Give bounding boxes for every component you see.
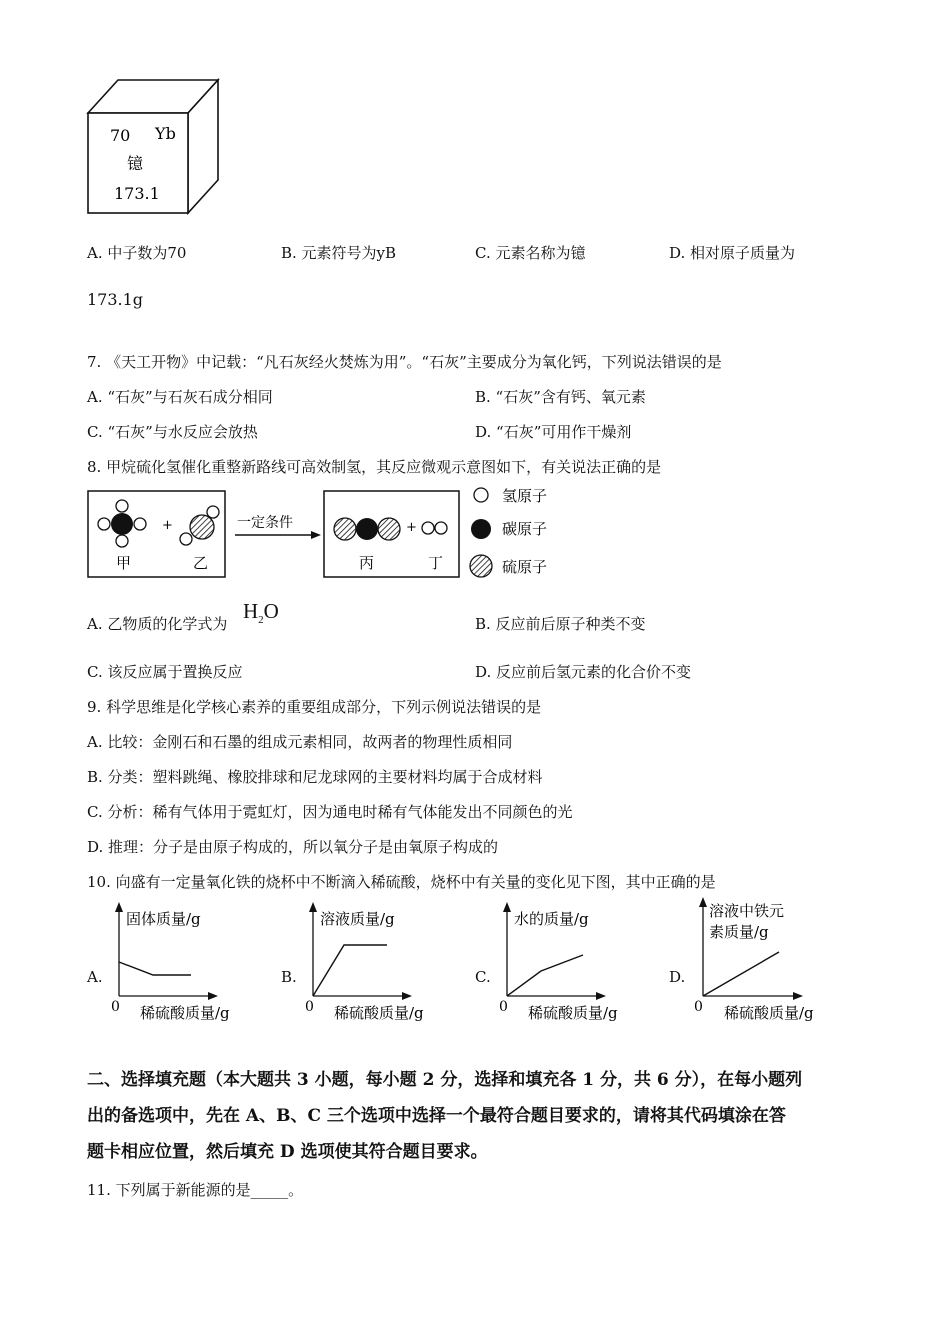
label-bing: 丙 — [359, 554, 375, 572]
q7-option-b[interactable]: B. “石灰”含有钙、氧元素 — [475, 388, 646, 406]
q9-option-a[interactable]: A. 比较：金刚石和石墨的组成元素相同，故两者的物理性质相同 — [87, 733, 513, 751]
graph-b-option[interactable]: B. — [281, 968, 297, 986]
carbon-atom — [111, 513, 133, 535]
q7-option-a[interactable]: A. “石灰”与石灰石成分相同 — [87, 388, 273, 406]
graph-c-origin: 0 — [499, 999, 508, 1015]
svg-text:+: + — [406, 520, 417, 535]
graph-c-xlabel: 稀硫酸质量/g — [528, 1004, 618, 1022]
q9-option-d[interactable]: D. 推理：分子是由原子构成的，所以氧分子是由氧原子构成的 — [87, 838, 499, 856]
graph-c-curve — [507, 955, 583, 996]
q6-option-a[interactable]: A. 中子数为70 — [87, 244, 187, 262]
q7-option-c[interactable]: C. “石灰”与水反应会放热 — [87, 423, 258, 441]
q6-option-d-cont: 173.1g — [87, 290, 144, 309]
reaction-condition: 一定条件 — [237, 515, 293, 531]
sulfur-atom — [190, 515, 214, 539]
q8-formula: $H_2O$ — [243, 599, 279, 627]
q6-option-b[interactable]: B. 元素符号为yB — [281, 244, 397, 262]
graph-a[interactable] — [105, 900, 250, 1028]
graph-b-curve — [313, 945, 387, 996]
section2-line1: 二、选择填充题（本大题共 3 小题，每小题 2 分，选择和填充各 1 分，共 6 分），在每小题列 — [87, 1070, 803, 1090]
graph-d-option[interactable]: D. — [669, 968, 686, 986]
section2-line2: 出的备选项中，先在 A、B、C 三个选项中选择一个最符合题目要求的，请将其代码填涂在答 — [87, 1106, 786, 1126]
atomic-number: 70 — [110, 126, 131, 145]
graph-b-origin: 0 — [305, 999, 314, 1015]
legend-hydrogen: 氢原子 — [502, 487, 548, 505]
q8-option-b[interactable]: B. 反应前后原子种类不变 — [475, 615, 646, 633]
section2-line3: 题卡相应位置，然后填充 D 选项使其符合题目要求。 — [87, 1142, 488, 1162]
graph-d-origin: 0 — [694, 999, 703, 1015]
q7-stem: 7. 《天工开物》中记载：“凡石灰经火焚炼为用”。“石灰”主要成分为氧化钙，下列说法错误的是 — [87, 353, 722, 371]
graph-c-ylabel: 水的质量/g — [514, 910, 589, 928]
q6-option-c[interactable]: C. 元素名称为镱 — [475, 244, 586, 262]
svg-text:+: + — [162, 518, 173, 533]
graph-a-origin: 0 — [111, 999, 120, 1015]
q9-stem: 9. 科学思维是化学核心素养的重要组成部分，下列示例说法错误的是 — [87, 698, 542, 716]
label-jia: 甲 — [116, 554, 132, 572]
graph-c-option[interactable]: C. — [475, 968, 491, 986]
label-ding: 丁 — [428, 554, 444, 572]
graph-c[interactable] — [493, 900, 638, 1028]
q8-stem: 8. 甲烷硫化氢催化重整新路线可高效制氢，其反应微观示意图如下，有关说法正确的是 — [87, 458, 662, 476]
label-yi: 乙 — [193, 554, 209, 572]
q11-stem: 11. 下列属于新能源的是_____。 — [87, 1181, 304, 1199]
reaction-diagram — [85, 482, 565, 587]
graph-d-ylabel-2: 素质量/g — [709, 923, 769, 941]
graph-d-ylabel-1: 溶液中铁元 — [709, 902, 785, 920]
graph-d-xlabel: 稀硫酸质量/g — [724, 1004, 814, 1022]
q7-option-d[interactable]: D. “石灰”可用作干燥剂 — [475, 423, 632, 441]
graph-b-xlabel: 稀硫酸质量/g — [334, 1004, 424, 1022]
legend-carbon: 碳原子 — [502, 520, 548, 538]
element-card-figure — [80, 75, 230, 220]
q10-stem: 10. 向盛有一定量氧化铁的烧杯中不断滴入稀硫酸，烧杯中有关量的变化见下图，其中正确的是 — [87, 873, 716, 891]
element-name: 镱 — [127, 154, 144, 173]
q8-option-c[interactable]: C. 该反应属于置换反应 — [87, 663, 243, 681]
q8-option-a[interactable]: A. 乙物质的化学式为 — [87, 615, 228, 633]
graph-a-xlabel: 稀硫酸质量/g — [140, 1004, 230, 1022]
q6-option-d[interactable]: D. 相对原子质量为 — [669, 244, 796, 262]
q9-option-c[interactable]: C. 分析：稀有气体用于霓虹灯，因为通电时稀有气体能发出不同颜色的光 — [87, 803, 573, 821]
graph-b[interactable] — [299, 900, 444, 1028]
q8-option-d[interactable]: D. 反应前后氢元素的化合价不变 — [475, 663, 692, 681]
graph-b-ylabel: 溶液质量/g — [320, 910, 395, 928]
graph-a-curve — [119, 962, 191, 975]
q9-option-b[interactable]: B. 分类：塑料跳绳、橡胶排球和尼龙球网的主要材料均属于合成材料 — [87, 768, 543, 786]
legend-sulfur: 硫原子 — [502, 558, 548, 576]
atomic-mass: 173.1 — [114, 184, 160, 203]
graph-a-ylabel: 固体质量/g — [126, 910, 201, 928]
element-symbol: Yb — [155, 124, 176, 143]
graph-d-curve — [703, 952, 779, 996]
graph-d[interactable] — [689, 895, 834, 1028]
graph-a-option[interactable]: A. — [87, 968, 103, 986]
